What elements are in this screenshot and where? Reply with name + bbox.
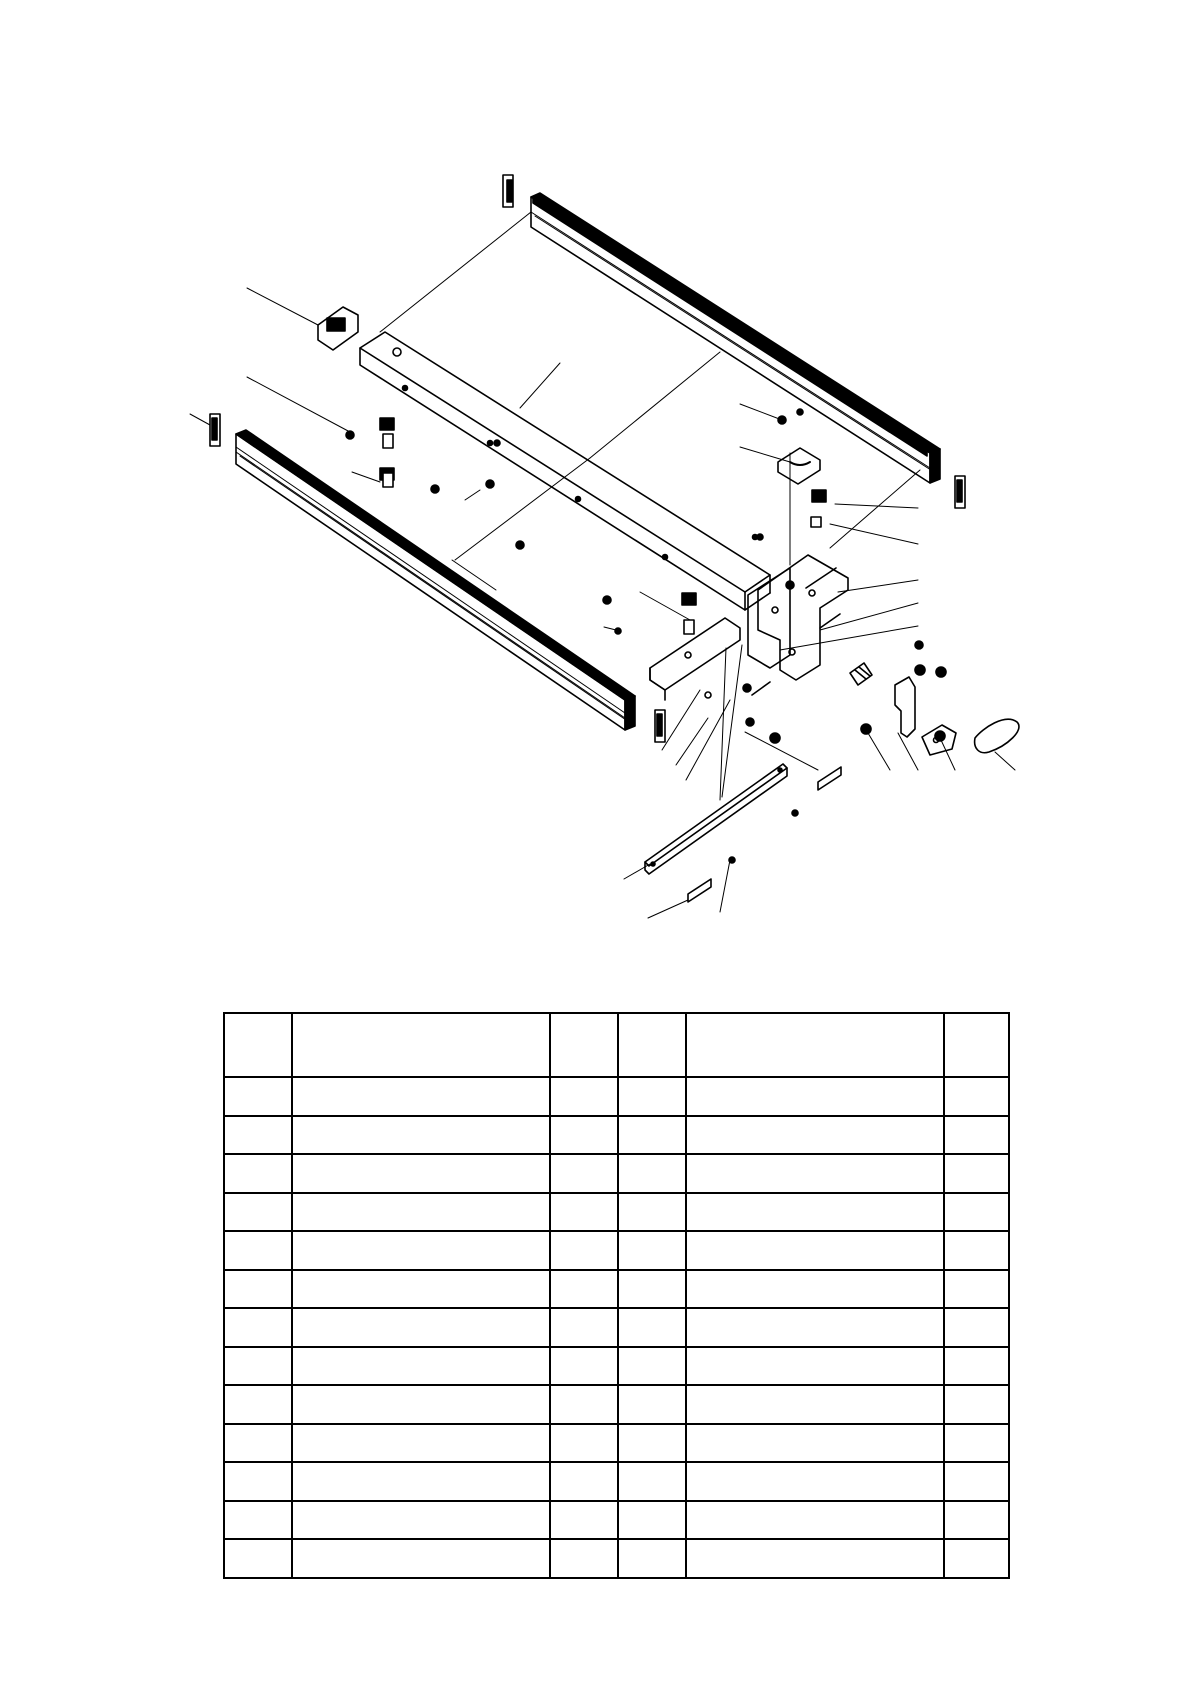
table-cell [550,1462,618,1501]
table-header-cell [944,1013,1009,1077]
rear-rail-end-cap-right [955,476,965,508]
table-cell [550,1424,618,1463]
table-cell [550,1539,618,1578]
table-row [224,1424,1009,1463]
table-cell [224,1462,292,1501]
table-cell [292,1347,550,1386]
table-cell [550,1116,618,1155]
table-cell [944,1539,1009,1578]
table-cell [550,1385,618,1424]
table-row [224,1270,1009,1309]
table-cell [618,1193,686,1232]
table-cell [686,1231,944,1270]
rear-rail-end-cap [503,175,513,207]
table-cell [618,1270,686,1309]
table-cell [686,1154,944,1193]
table-cell [292,1270,550,1309]
table-cell [618,1424,686,1463]
front-clamp-plate [650,618,740,700]
scale-bar [645,764,787,874]
table-header-cell [686,1013,944,1077]
table-cell [686,1077,944,1116]
table-cell [550,1077,618,1116]
table-cell [686,1116,944,1155]
table-cell [618,1154,686,1193]
table-cell [550,1231,618,1270]
table-cell [292,1077,550,1116]
handle-knob [975,719,1019,752]
table-cell [944,1308,1009,1347]
table-row [224,1154,1009,1193]
table-cell [618,1231,686,1270]
table-cell [944,1424,1009,1463]
rear-rail [531,193,940,483]
table-cell [224,1424,292,1463]
table-row [224,1347,1009,1386]
table-cell [224,1270,292,1309]
table-cell [686,1539,944,1578]
table-cell [618,1077,686,1116]
table-cell [224,1154,292,1193]
parts-list-table [223,1012,1010,1579]
hardware [346,409,946,863]
table-cell [944,1077,1009,1116]
table-row [224,1539,1009,1578]
table-row [224,1231,1009,1270]
table-cell [550,1154,618,1193]
table-cell [224,1116,292,1155]
table-cell [224,1193,292,1232]
table-cell [944,1347,1009,1386]
scale-label [818,767,841,790]
table-cell [292,1193,550,1232]
table-cell [686,1270,944,1309]
table-cell [550,1308,618,1347]
table-cell [292,1116,550,1155]
table-cell [224,1347,292,1386]
table-header-cell [292,1013,550,1077]
table-cell [686,1501,944,1540]
table-cell [292,1424,550,1463]
table-cell [550,1347,618,1386]
fence-end-bracket [748,555,848,680]
fence-body [360,332,770,610]
table-cell [292,1539,550,1578]
table-header-row [224,1013,1009,1077]
table-cell [686,1385,944,1424]
table-cell [944,1385,1009,1424]
fence-pad [318,307,358,350]
table-cell [686,1193,944,1232]
table-cell [944,1462,1009,1501]
scale-label [688,879,711,902]
cam-lever [895,677,915,737]
table-row [224,1462,1009,1501]
table-header-cell [618,1013,686,1077]
table-cell [224,1308,292,1347]
table-cell [550,1501,618,1540]
table-cell [686,1347,944,1386]
table-cell [618,1116,686,1155]
table-cell [944,1231,1009,1270]
table-cell [618,1539,686,1578]
table-cell [944,1193,1009,1232]
table-header-cell [550,1013,618,1077]
table-cell [944,1501,1009,1540]
table-cell [686,1308,944,1347]
table-cell [292,1385,550,1424]
front-rail-end-cap-left [210,414,220,446]
table-cell [618,1501,686,1540]
table-cell [686,1424,944,1463]
table-cell [944,1116,1009,1155]
table-cell [944,1270,1009,1309]
table-cell [944,1154,1009,1193]
leader-lines [190,212,1015,918]
table-row [224,1116,1009,1155]
table-cell [224,1231,292,1270]
table-row [224,1193,1009,1232]
table-row [224,1077,1009,1116]
table-cell [686,1462,944,1501]
table-cell [292,1462,550,1501]
table-cell [618,1347,686,1386]
table-cell [618,1385,686,1424]
table-cell [224,1501,292,1540]
table-cell [618,1308,686,1347]
table-row [224,1501,1009,1540]
table-cell [618,1462,686,1501]
table-cell [292,1231,550,1270]
table-cell [292,1501,550,1540]
table-cell [224,1077,292,1116]
table-row [224,1385,1009,1424]
table-cell [224,1539,292,1578]
table-cell [292,1154,550,1193]
table-cell [292,1308,550,1347]
front-rail-end-cap-right [655,710,665,742]
clamp-block [778,448,820,484]
table-header-cell [224,1013,292,1077]
front-rail [236,430,635,730]
table-cell [550,1193,618,1232]
table-cell [224,1385,292,1424]
hardware-outline [383,434,872,695]
table-cell [550,1270,618,1309]
table-row [224,1308,1009,1347]
